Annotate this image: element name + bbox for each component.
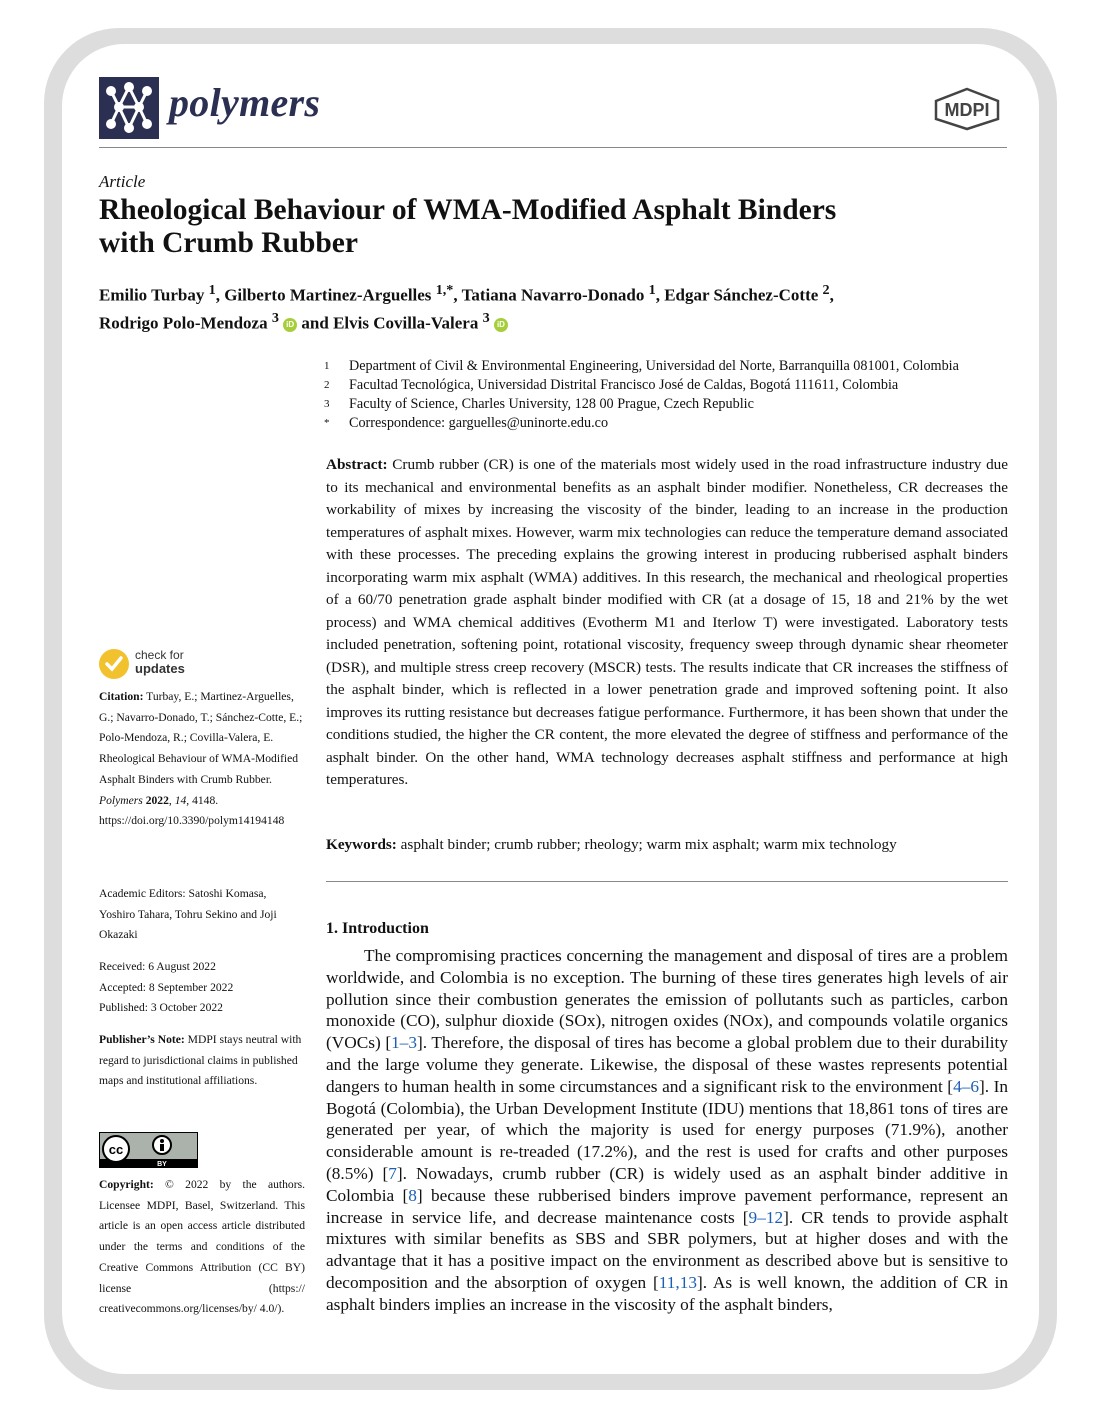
- orcid-icon[interactable]: iD: [494, 318, 508, 332]
- journal-name: polymers: [169, 80, 321, 125]
- section-rule: [326, 881, 1008, 882]
- author-name: , Gilberto Martinez-Arguelles: [215, 285, 436, 305]
- citation-link[interactable]: 11,13: [658, 1272, 697, 1292]
- affiliation-text: Faculty of Science, Charles University, 128 00 Prague, Czech Republic: [349, 396, 754, 412]
- correspondence-email[interactable]: Correspondence: garguelles@uninorte.edu.co: [349, 415, 609, 431]
- citation-link[interactable]: 7: [388, 1163, 397, 1183]
- affiliation-number: 1: [324, 360, 330, 372]
- author-affil: 1: [648, 282, 656, 298]
- citation-journal: Polymers: [99, 793, 143, 807]
- copyright-label: Copyright:: [99, 1178, 154, 1191]
- check-updates-icon: [99, 649, 129, 679]
- copyright-block: [99, 1175, 305, 1320]
- affiliation-item: [324, 395, 1024, 414]
- copyright-text: © 2022 by the authors. Licensee MDPI, Basel, Switzerland. This article is an open access article distributed under the terms and conditions of the Creative Commons Attribution (CC BY) license (https:// creativecommons.org/licenses/by/ 4.0/).: [99, 1178, 305, 1316]
- author-affil: 1,*: [435, 282, 454, 298]
- intro-text: ] because these rubberised binders improve pavement performance, represent an increase in service life, and decrease maintenance costs [: [326, 1185, 1008, 1227]
- affiliation-text: Facultad Tecnológica, Universidad Distrital Francisco José de Caldas, Bogotá 111611, Colombia: [349, 377, 899, 393]
- author-affil: 3: [271, 309, 279, 326]
- author-line-1: [99, 279, 1009, 307]
- affiliation-item: [324, 414, 1024, 433]
- check-updates-line: check for: [135, 648, 184, 662]
- citation-link[interactable]: 9–12: [748, 1207, 784, 1227]
- abstract: [326, 454, 1008, 792]
- article-type: Article: [99, 172, 146, 191]
- by-label: BY: [157, 1161, 167, 1167]
- citation-link[interactable]: 8: [408, 1185, 417, 1205]
- keywords: [326, 834, 1008, 857]
- author-list: [99, 279, 1009, 334]
- section-heading: 1. Introduction: [326, 920, 429, 937]
- publisher-note-text: MDPI stays neutral with regard to jurisdictional claims in published maps and institutional affiliations.: [99, 1033, 302, 1088]
- published-date: Published: 3 October 2022: [99, 1001, 223, 1015]
- title-line-1: Rheological Behaviour of WMA-Modified Asphalt Binders: [99, 194, 837, 226]
- author-name: Emilio Turbay: [99, 285, 209, 305]
- cc-label: cc: [108, 1142, 124, 1157]
- author-line-2: [99, 307, 1009, 335]
- orcid-icon[interactable]: iD: [283, 318, 297, 332]
- affiliations: [324, 357, 1024, 433]
- cc-by-license-icon[interactable]: [99, 1132, 198, 1168]
- intro-text: ]. Therefore, the disposal of tires has become a global problem due to their durability and the large volume they generate. Likewise, the disposal of these wastes represents potential dangers to human health in some circumstances and a significant risk to the environment [: [326, 1033, 1008, 1096]
- title-line-2: with Crumb Rubber: [99, 227, 358, 259]
- article-title: [99, 194, 999, 260]
- received-date: Received: 6 August 2022: [99, 960, 216, 973]
- accepted-date: Accepted: 8 September 2022: [99, 980, 234, 994]
- intro-paragraph: [326, 945, 1008, 1316]
- author-affil: 2: [822, 282, 830, 298]
- author-affil: 3: [482, 309, 490, 326]
- citation-text: Turbay, E.; Martinez-Arguelles, G.; Navarro-Donado, T.; Sánchez-Cotte, E.; Polo-Mendoza, R.; Covilla-Valera, E. Rheological Behaviour of WMA-Modified Asphalt Binders with Crumb Rubber.: [99, 690, 303, 786]
- polymers-logo-icon: [99, 77, 159, 139]
- check-updates-line: updates: [135, 661, 185, 676]
- affiliation-number: 3: [324, 398, 330, 410]
- publisher-note: [99, 1030, 305, 1092]
- abstract-label: Abstract:: [326, 456, 388, 473]
- citation-link[interactable]: 4–6: [953, 1076, 979, 1096]
- publisher-note-label: Publisher’s Note:: [99, 1033, 185, 1046]
- mdpi-logo-text: MDPI: [944, 100, 990, 120]
- intro-text: ]. Nowadays, crumb rubber (CR) is widely used as an asphalt binder additive in Colombia [: [326, 1163, 1008, 1205]
- document-page: [62, 44, 1039, 1374]
- author-affil: 1: [208, 282, 216, 298]
- mdpi-logo-icon: [932, 87, 1002, 131]
- abstract-text: Crumb rubber (CR) is one of the materials most widely used in the road infrastructure industry due to its mechanical and environmental benefits as an asphalt binder modifier. Nonetheless, CR decreases the workability of mixes by increasing the viscosity of the binder, leading to an increase in the production temperatures of asphalt mixes. However, warm mix technologies can reduce the temperature demand associated with these processes. The preceding explains the growing interest in producing rubberised asphalt binders incorporating warm mix asphalt (WMA) additives. In this research, the mechanical and rheological properties of a 60/70 penetration grade asphalt binder modified with CR (at a dosage of 15, 18 and 21% by the wet process) and WMA chemical additives (Evotherm M1 and Iterlow T) were investigated. Laboratory tests included penetration, softening point, rotational viscosity, frequency sweep through dynamic shear rheometer (DSR), and multiple stress creep recovery (MSCR) tests. The results indicate that CR increases the stiffness of the asphalt binder, which is reflected in a lower penetration grade and improved softening point. It also improves its rutting resistance but decreases fatigue performance. Furthermore, it has been shown that under the conditions studied, the higher the CR content, the more elevated the degree of stiffness and performance of the asphalt binder. On the other hand, WMA technology decreases asphalt stiffness and performance at high temperatures.: [326, 456, 1009, 788]
- affiliation-number: *: [324, 417, 330, 429]
- affiliation-text: Department of Civil & Environmental Engineering, Universidad del Norte, Barranquilla 081001, Colombia: [349, 358, 959, 374]
- affiliation-item: [324, 357, 1024, 376]
- academic-editors: Academic Editors: Satoshi Komasa, Yoshiro Tahara, Tohru Sekino and Joji Okazaki: [99, 887, 277, 942]
- intro-text: The compromising practices concerning the management and disposal of tires are a problem worldwide, and Colombia is no exception. The burning of these tires generates high levels of air pollution since their combustion generates the emission of pollutants such as particles, carbon monoxide (CO), sulphur dioxide (SOx), nitrogen oxides (NOx), and compounds volatile organics (VOCs) [: [326, 946, 1008, 1053]
- check-updates-text: [135, 649, 185, 675]
- author-name: , Edgar Sánchez-Cotte: [655, 285, 823, 305]
- author-separator: ,: [829, 285, 834, 305]
- intro-text: ]. In Bogotá (Colombia), the Urban Development Institute (IDU) mentions that 18,861 tons of tires are generated per year, of which the majority is used for energy purposes (71.9%), another considerable amount is re-treaded (17.2%), and the rest is used for crafts and other purposes (8.5%) [: [326, 1076, 1009, 1183]
- dates-block: [99, 957, 305, 1019]
- keywords-label: Keywords:: [326, 836, 397, 853]
- affiliation-number: 2: [324, 379, 330, 391]
- citation-label: Citation:: [99, 690, 144, 703]
- keywords-text: asphalt binder; crumb rubber; rheology; warm mix asphalt; warm mix technology: [400, 836, 897, 853]
- check-for-updates-badge[interactable]: [99, 649, 219, 685]
- author-name: and Elvis Covilla-Valera: [297, 313, 483, 333]
- intro-text: ]. CR tends to provide asphalt mixtures with similar benefits as SBS and SBR polymers, but at higher doses and with the advantage that it has a positive impact on the environment as described above but is sensitive to decomposition and the absorption of oxygen [: [326, 1207, 1008, 1292]
- citation-volume: 14: [174, 793, 187, 807]
- intro-text: ]. As is well known, the addition of CR in asphalt binders implies an increase in the viscosity of the asphalt binders,: [326, 1272, 1008, 1314]
- author-name: , Tatiana Navarro-Donado: [453, 285, 649, 305]
- citation-year: 2022: [145, 793, 169, 807]
- citation-link[interactable]: 1–3: [391, 1033, 417, 1053]
- citation-block: Citation: Turbay, E.; Martinez-Arguelles, G.; Navarro-Donado, T.; Sánchez-Cotte, E.; Polo-Mendoza, R.; Covilla-Valera, E. Rheological Behaviour of WMA-Modified Asphalt Binders with Crumb Rubber. Polymers 2022, 14, 4148. https://doi.org/10.3390/polym14194148: [99, 690, 303, 828]
- affiliation-item: [324, 376, 1024, 395]
- author-name: Rodrigo Polo-Mendoza: [99, 313, 272, 333]
- header-rule: [99, 147, 1007, 148]
- citation-doi[interactable]: , 4148. https://doi.org/10.3390/polym14194148: [99, 793, 285, 828]
